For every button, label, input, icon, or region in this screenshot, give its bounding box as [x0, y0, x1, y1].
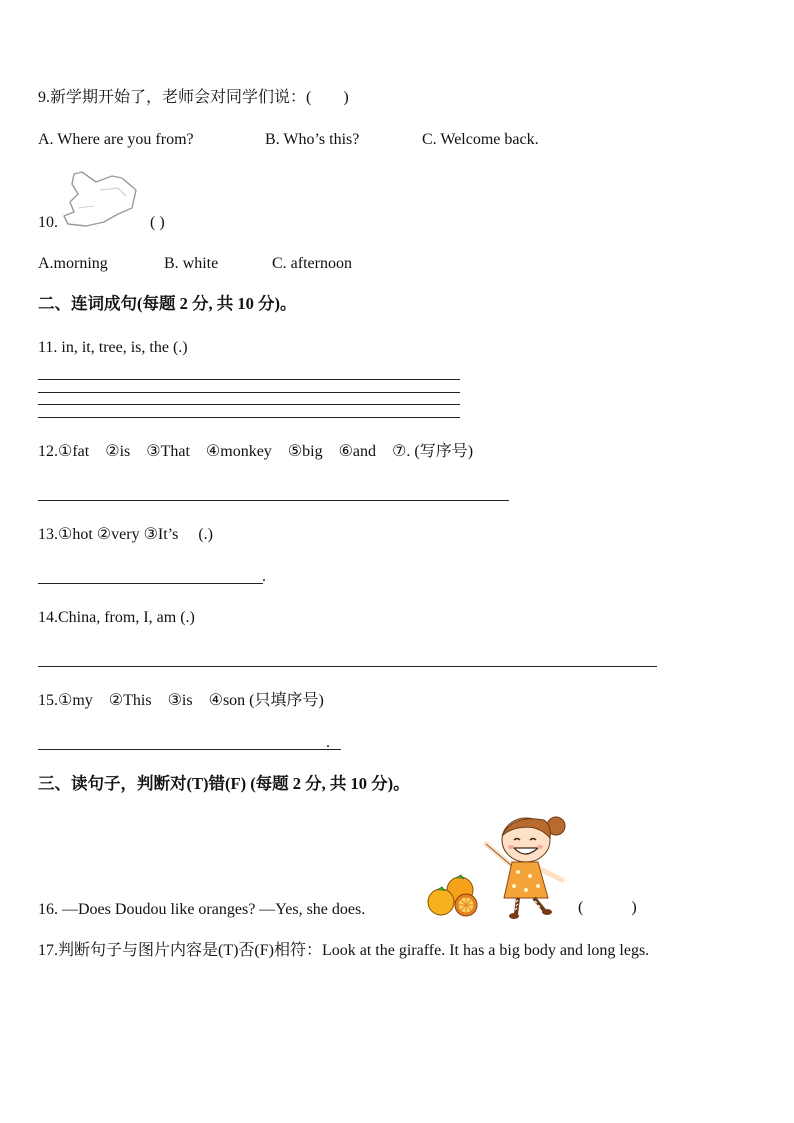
orange-fruit-icon — [426, 874, 482, 918]
q10-option-b: B. white — [164, 255, 219, 272]
q13-answer-line[interactable] — [38, 583, 263, 584]
q10-bracket: ( ) — [150, 214, 165, 231]
q16-bracket: ( ) — [578, 899, 637, 916]
q9-option-c: C. Welcome back. — [422, 131, 539, 148]
q11-answer-line-2[interactable] — [38, 392, 460, 393]
section2-title: 二、连词成句(每题 2 分, 共 10 分)。 — [38, 294, 297, 313]
q15-end-period: . — [326, 734, 330, 751]
q15-stem: 15.①my ②This ③is ④son (只填序号) — [38, 692, 324, 709]
q11-answer-line-3[interactable] — [38, 404, 460, 405]
q13-end-period: . — [262, 568, 266, 585]
q9-option-a: A. Where are you from? — [38, 131, 194, 148]
q12-stem: 12.①fat ②is ③That ④monkey ⑤big ⑥and ⑦. (写序号) — [38, 443, 474, 460]
q16-stem: 16. —Does Doudou like oranges? —Yes, she does. — [38, 901, 366, 918]
q9-option-b: B. Who’s this? — [265, 131, 360, 148]
q11-answer-line-4[interactable] — [38, 417, 460, 418]
q11-answer-line-1[interactable] — [38, 379, 460, 380]
q17-stem: 17.判断句子与图片内容是(T)否(F)相符：Look at the giraffe. It has a big body and long legs. — [38, 942, 650, 959]
cartoon-girl-icon — [478, 810, 572, 920]
white-chalk-shape-icon — [60, 168, 142, 230]
q15-answer-line[interactable] — [38, 749, 341, 750]
q13-stem: 13.①hot ②very ③It’s (.) — [38, 526, 214, 543]
q14-answer-line[interactable] — [38, 666, 657, 667]
q11-stem: 11. in, it, tree, is, the (.) — [38, 339, 188, 356]
q10-number: 10. — [38, 214, 58, 231]
section3-title: 三、读句子，判断对(T)错(F) (每题 2 分, 共 10 分)。 — [38, 774, 410, 793]
q9-stem: 9.新学期开始了，老师会对同学们说：( ) — [38, 89, 349, 106]
q12-answer-line[interactable] — [38, 500, 509, 501]
q10-option-c: C. afternoon — [272, 255, 352, 272]
q10-option-a: A.morning — [38, 255, 108, 272]
q14-stem: 14.China, from, I, am (.) — [38, 609, 195, 626]
